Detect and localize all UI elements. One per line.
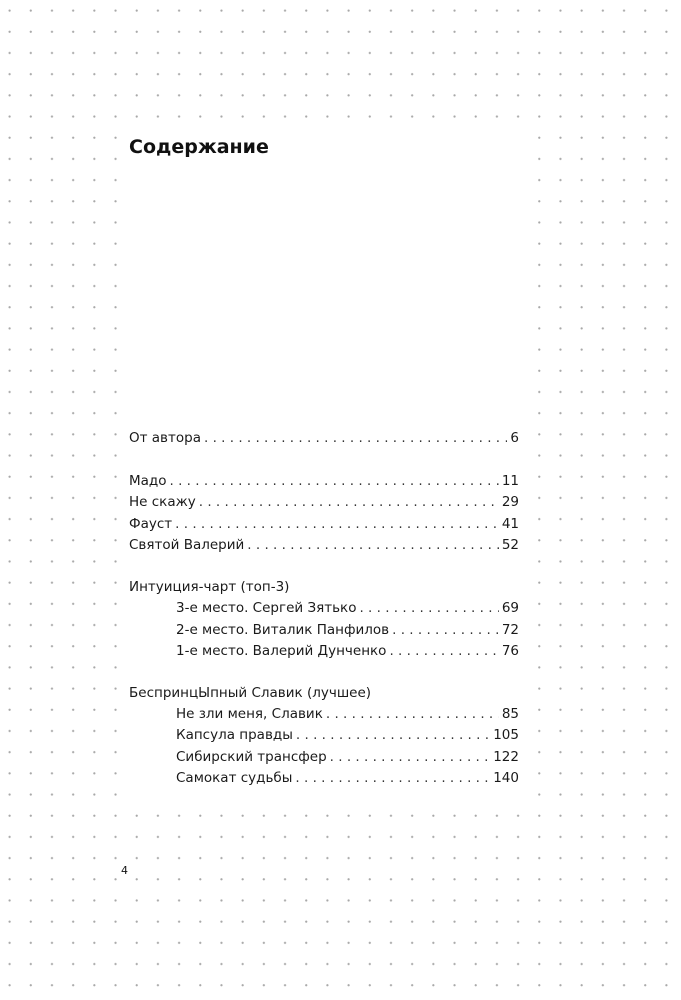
toc-entry-title: Святой Валерий [129,537,245,553]
toc-subentry[interactable] [176,641,519,661]
toc-entry-page: 6 [510,430,519,446]
dot-leader [295,768,490,788]
dot-leader [330,747,491,767]
dot-leader [247,535,499,555]
toc-section-heading: Интуиция-чарт (топ-3) [129,579,290,595]
toc-entry-page: 11 [501,473,519,489]
toc-entry-title: 1-е место. Валерий Дунченко [176,643,387,659]
toc-entry[interactable] [129,471,519,491]
toc-entry-page: 41 [501,516,519,532]
toc-entry-page: 122 [493,749,519,765]
toc-subentry[interactable] [176,768,519,788]
dot-leader [359,598,498,618]
toc-entry-title: Фауст [129,516,173,532]
dot-leader [204,428,507,448]
toc-entry-title: Сибирский трансфер [176,749,327,765]
toc-entry-title: Капсула правды [176,727,293,743]
toc-entry[interactable] [129,428,519,448]
dot-leader [170,471,499,491]
toc-entry-title: 3-е место. Сергей Зятько [176,600,357,616]
toc-entry-page: 105 [493,727,519,743]
toc-section-heading: БеспринцЫпный Славик (лучшее) [129,685,372,701]
toc-entry-page: 72 [501,622,519,638]
toc-entry-page: 69 [501,600,519,616]
dot-leader [175,514,499,534]
dot-leader [392,620,499,640]
toc-entry-title: От автора [129,430,201,446]
toc-entry-title: 2-е место. Виталик Панфилов [176,622,390,638]
toc-entry-title: Мадо [129,473,167,489]
toc-entry-title: Самокат судьбы [176,770,293,786]
page-number: 4 [121,864,128,877]
toc-entry-page: 85 [501,706,519,722]
dot-leader [389,641,498,661]
toc-entry-title: Не зли меня, Славик [176,706,323,722]
dot-leader [199,492,499,512]
dot-leader [296,725,490,745]
dot-leader [326,704,499,724]
toc-entry[interactable] [129,514,519,534]
toc-entry-page: 29 [501,494,519,510]
toc-entry-title: Не скажу [129,494,196,510]
toc-subentry[interactable] [176,704,519,724]
page-title: Содержание [129,136,269,158]
toc-entry[interactable] [129,492,519,512]
toc-entry-page: 76 [501,643,519,659]
toc-entry[interactable] [129,535,519,555]
toc-subentry[interactable] [176,725,519,745]
toc-subentry[interactable] [176,620,519,640]
toc-entry-page: 52 [501,537,519,553]
toc-subentry[interactable] [176,598,519,618]
toc-subentry[interactable] [176,747,519,767]
toc-entry-page: 140 [493,770,519,786]
